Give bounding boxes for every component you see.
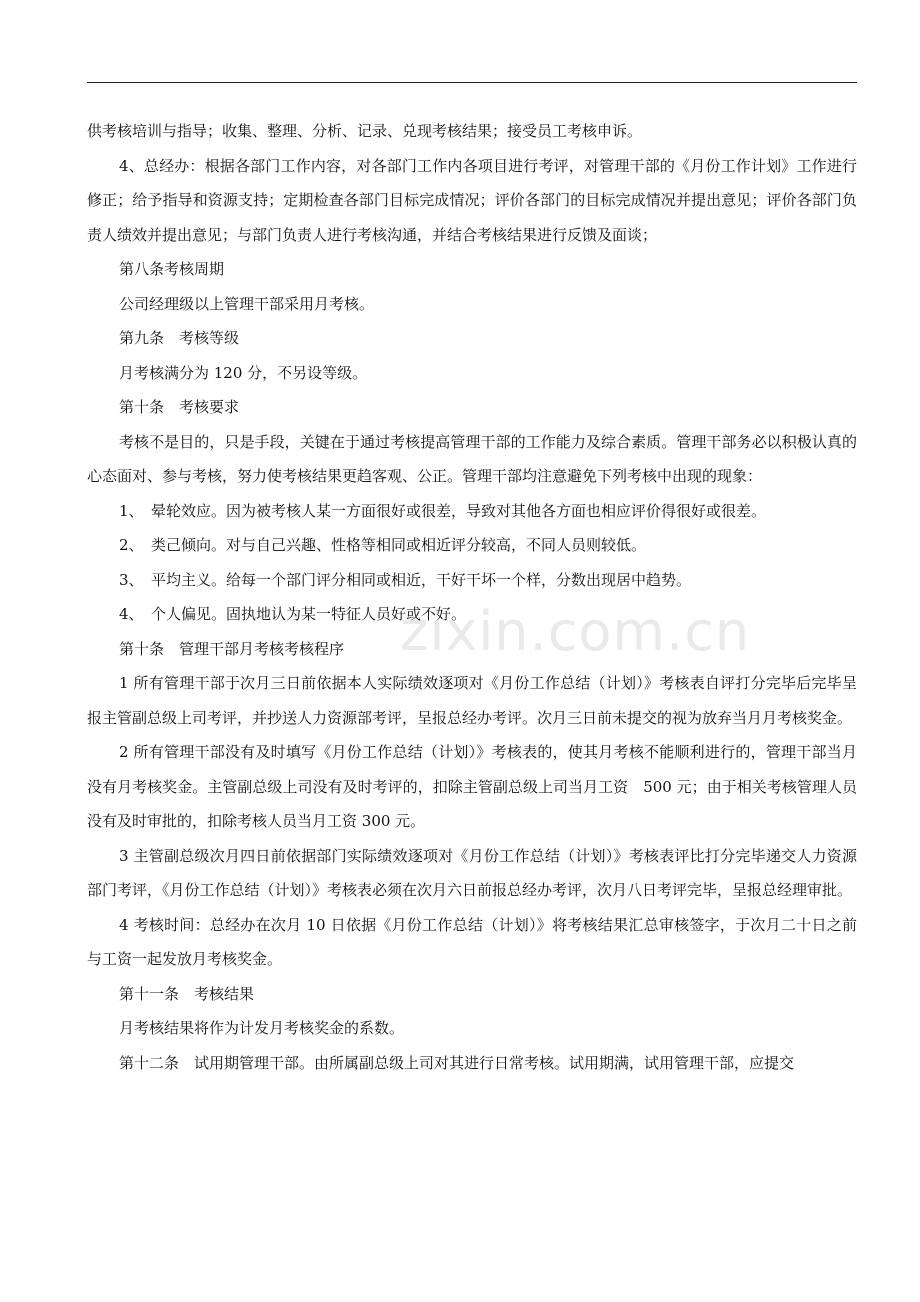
paragraph: 第十条 管理干部月考核考核程序 [119,639,345,658]
paragraph: 1、 晕轮效应。因为被考核人某一方面很好或很差，导致对其他各方面也相应评价得很好或很差。 [119,501,767,520]
paragraph: 2、 类己倾向。对与自己兴趣、性格等相同或相近评分较高，不同人员则较低。 [119,536,647,554]
paragraph: 4 考核时间：总经办在次月 10 日依据《月份工作总结（计划）》将考核结果汇总审核签字，于次月二十日之前与工资一起发放月考核奖金。 [87,915,857,968]
paragraph: 第九条 考核等级 [119,329,240,347]
paragraph: 公司经理级以上管理干部采用月考核。 [119,294,375,313]
paragraph: 月考核满分为 120 分，不另设等级。 [119,363,368,382]
paragraph: 月考核结果将作为计发月考核奖金的系数。 [119,1019,405,1037]
paragraph: 第十条 考核要求 [119,398,240,416]
paragraph: 第十一条 考核结果 [119,984,255,1003]
paragraph: 4、总经办：根据各部门工作内容，对各部门工作内各项目进行考评，对管理干部的《月份工作计划》工作进行修正；给予指导和资源支持；定期检查各部门目标完成情况；评价各部门的目标完成情况并提出意见；评价各部门负责人绩效并提出意见；与部门负责人进行考核沟通，并结合考核结果进行反馈及面谈； [87,156,857,244]
paragraph: 1 所有管理干部于次月三日前依据本人实际绩效逐项对《月份工作总结（计划）》考核表自评打分完毕后完毕呈报主管副总级上司考评，并抄送人力资源部考评，呈报总经办考评。次月三日前未提交的视为放弃当月月考核奖金。 [87,674,857,727]
paragraph: 供考核培训与指导；收集、整理、分析、记录、兑现考核结果；接受员工考核申诉。 [87,122,643,140]
paragraph: 第八条考核周期 [119,260,225,278]
paragraph: 3、 平均主义。给每一个部门评分相同或相近，干好干坏一个样，分数出现居中趋势。 [119,570,692,589]
paragraph: 3 主管副总级次月四日前依据部门实际绩效逐项对《月份工作总结（计划）》考核表评比打分完毕递交人力资源部门考评，《月份工作总结（计划）》考核表必须在次月六日前报总经办考评，次月八日考评完毕，呈报总经理审批。 [87,846,857,899]
watermark: zixin.com.cn [400,600,751,663]
document-body [87,114,857,1080]
paragraph: 2 所有管理干部没有及时填写《月份工作总结（计划）》考核表的，使其月考核不能顺利进行的，管理干部当月没有月考核奖金。主管副总级上司没有及时考评的，扣除主管副总级上司当月工资 500 元；由于相关考核管理人员没有及时审批的，扣除考核人员当月工资 300 元。 [87,743,857,830]
paragraph: 第十二条 试用期管理干部。由所属副总级上司对其进行日常考核。试用期满，试用管理干部，应提交 [119,1053,795,1072]
paragraph: 考核不是目的，只是手段，关键在于通过考核提高管理干部的工作能力及综合素质。管理干部务必以积极认真的心态面对、参与考核，努力使考核结果更趋客观、公正。管理干部均注意避免下列考核中出现的现象： [87,432,857,485]
header-rule [87,82,857,83]
paragraph: 4、 个人偏见。固执地认为某一特征人员好或不好。 [119,605,467,623]
